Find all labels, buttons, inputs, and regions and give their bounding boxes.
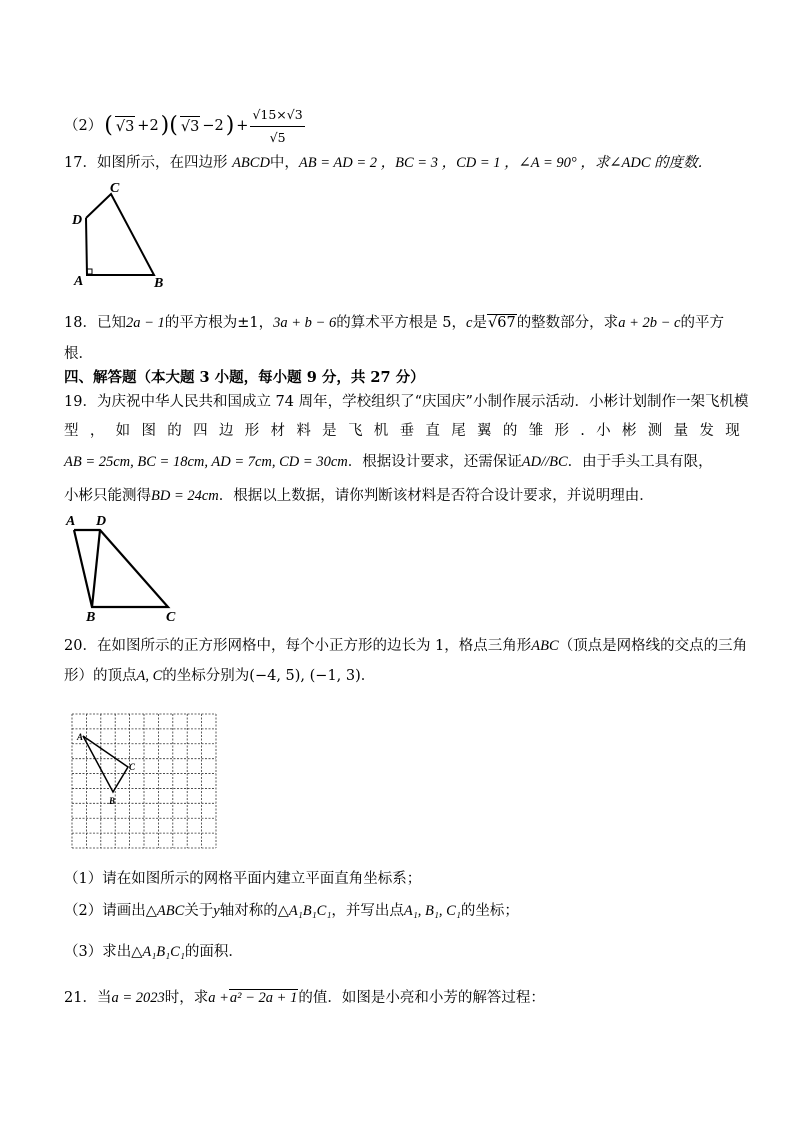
q17-label-b: B: [154, 276, 164, 291]
q19-label-b: B: [86, 610, 96, 625]
q19-line4: 小彬只能测得BD = 24cm．根据以上数据，请你判断该材料是否符合设计要求，并说明理由．: [64, 488, 654, 504]
q16-2-minus2: −2: [202, 118, 224, 134]
q16-2-sqrt3-a: √3: [115, 116, 135, 137]
q19-line2-char: 量: [673, 423, 689, 439]
q20-line2: 形）的顶点A, C的坐标分别为(−4, 5), (−1, 3)．: [64, 668, 376, 684]
q19-line3: AB = 25cm, BC = 18cm, AD = 7cm, CD = 30cm．根据设计要求，还需保证AD//BC．由于手头工具有限，: [64, 454, 713, 470]
q19-line1: 19．为庆祝中华人民共和国成立 74 周年，学校组织了“庆国庆”小制作展示活动．小彬计划制作一架飞机模: [64, 394, 749, 410]
q19-label-a: A: [66, 514, 76, 529]
q19-line2-char: 四: [193, 423, 208, 439]
q17-conditions: AB = AD = 2 ，BC = 3 ，CD = 1 ，∠A = 90° ，求∠ADC 的度数．: [298, 155, 713, 171]
q19-line2-char: 机: [373, 423, 389, 439]
q17-shape: ABCD: [232, 155, 270, 171]
q17-quad-outline: [86, 194, 154, 275]
q16-2-sqrt3-b: √3: [180, 116, 200, 137]
q19-line2-char: 彬: [621, 423, 637, 439]
q21-number: 21．: [64, 990, 97, 1006]
q19-line2-char: 如: [115, 423, 131, 439]
q19-line2-char: 发: [699, 423, 714, 439]
q18-number: 18．: [64, 315, 97, 331]
q19-measurements: AB = 25cm, BC = 18cm, AD = 7cm, CD = 30cm: [64, 454, 348, 470]
q20-line1: 20．在如图所示的正方形网格中，每个小正方形的边长为 1，格点三角形ABC（顶点是网格线的交点的三角: [64, 638, 748, 654]
q16-2-frac-num: √15×√3: [250, 105, 304, 127]
q19-line2-char: ，: [89, 423, 105, 439]
q19-quadrilateral-figure: [60, 510, 185, 625]
q19-line2-char: 形: [554, 423, 569, 439]
q19-line2-char: 雏: [528, 423, 544, 439]
q19-line2-char: 尾: [451, 423, 466, 439]
q16-2-plus2: +2: [137, 118, 159, 134]
q19-line2-char: 图: [141, 423, 156, 439]
q18-line1: 18．已知2a − 1的平方根为±1，3a + b − 6的算术平方根是 5，c是√67的整数部分，求a + 2b − c的平方: [64, 315, 724, 331]
q20-label-a: A: [77, 732, 84, 742]
q19-line2-char: 材: [270, 423, 285, 439]
q20-grid-lines: [72, 714, 216, 848]
q19-diagonal-bd: [92, 530, 100, 607]
q19-line2-char: 直: [425, 423, 440, 439]
section4-title: 四、解答题（本大题 3 小题，每小题 9 分，共 27 分）: [64, 369, 425, 386]
q19-line2-char: 料: [296, 423, 311, 439]
q20-label-c: C: [129, 762, 136, 772]
q19-line2-char: 的: [167, 423, 182, 439]
q19-line2-char: 型: [64, 423, 79, 439]
q16-2-fraction: [250, 105, 304, 148]
q20-number: 20．: [64, 638, 97, 654]
q17-label-d: D: [72, 213, 83, 228]
q20-sub2: （2）请画出△ABC关于y轴对称的△A₁B₁C₁，并写出点A₁, B₁, C₁的坐标；: [64, 903, 519, 919]
q19-quad-outline: [74, 530, 168, 607]
q19-line2-char: 飞: [347, 423, 363, 439]
q19-line2-char: 小: [596, 423, 611, 439]
q19-line2-char: 翼: [477, 423, 492, 439]
q17-number: 17．: [64, 155, 97, 171]
q16-2-expression: （2） ( √3 +2 )( √3 −2 ) + $\frac{√15\times√3}{√5}$: [64, 108, 305, 144]
q19-label-d: D: [96, 514, 107, 529]
q18-line2: 根．: [64, 346, 93, 362]
q20-coordinates: (−4, 5), (−1, 3): [249, 668, 361, 684]
q19-line2-char: 现: [725, 423, 740, 439]
q19-number: 19．: [64, 394, 97, 410]
q19-bd: BD = 24cm: [151, 488, 219, 504]
q19-line2-char: 测: [647, 423, 663, 439]
q19-line2-char: 垂: [399, 423, 415, 439]
q19-line2: [64, 421, 740, 441]
q20-label-b: B: [109, 796, 116, 806]
q17-text: 17．如图所示，在四边形 ABCD中，AB = AD = 2 ，BC = 3 ，CD = 1 ，∠A = 90° ，求∠ADC 的度数．: [64, 155, 713, 171]
q16-2-label: （2）: [64, 118, 103, 134]
q19-line2-char: 的: [502, 423, 518, 439]
q19-line2-char: .: [580, 423, 585, 439]
q16-2-plus: +: [236, 118, 249, 134]
q19-parallel: AD//BC: [521, 454, 568, 470]
q21-radicand: a² − 2a + 1: [229, 990, 298, 1006]
q19-line2-char: 是: [322, 423, 337, 439]
q20-sub1: （1）请在如图所示的网格平面内建立平面直角坐标系；: [64, 871, 422, 887]
q16-2-frac-den: √5: [269, 129, 286, 145]
q17-label-c: C: [110, 181, 120, 196]
q21-text: 21．当a = 2023时，求a +a² − 2a + 1的值．如图是小亮和小芳的解答过程：: [64, 990, 545, 1006]
q19-line2-char: 边: [218, 423, 234, 439]
q20-grid-figure: [70, 712, 218, 850]
q20-sub3: （3）求出△A₁B₁C₁的面积．: [64, 944, 243, 960]
q17-label-a: A: [74, 274, 84, 289]
q20-triangle-abc: [83, 736, 128, 792]
q19-line2-char: 形: [244, 423, 260, 439]
q17-quadrilateral-figure: [64, 180, 174, 292]
q19-label-c: C: [166, 610, 176, 625]
